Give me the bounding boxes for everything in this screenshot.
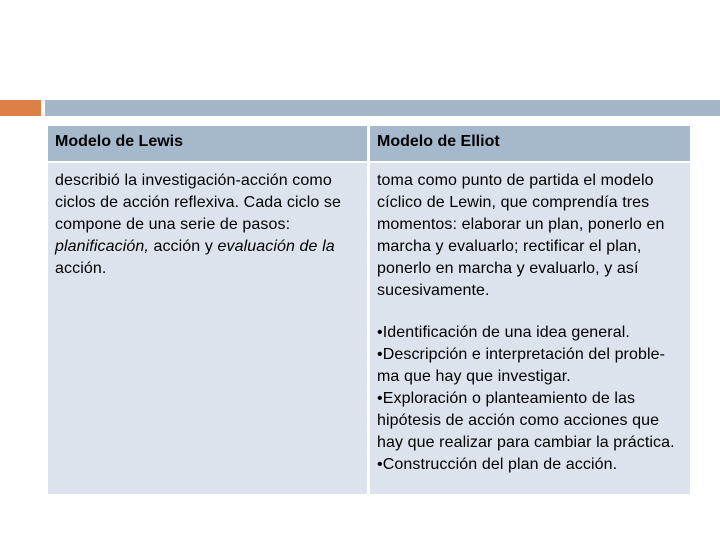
elliot-cell <box>370 161 690 494</box>
lewis-italic-1: planificación, <box>55 238 149 255</box>
elliot-bullet-1: •Identificación de una idea general. <box>377 324 630 341</box>
header-lewis: Modelo de Lewis <box>48 126 370 161</box>
lewis-cell <box>48 161 370 494</box>
elliot-bullet-4: •Construcción del plan de acción. <box>377 456 618 473</box>
elliot-bullet-3: •Exploración o planteamiento de las hipótesis de acción como acciones que hay que realizar para cambiar la práctica. <box>377 390 675 451</box>
comparison-table <box>48 126 690 494</box>
accent-bar <box>0 100 41 116</box>
paragraph-gap <box>377 302 686 322</box>
table-row <box>48 161 690 494</box>
lewis-italic-2: evaluación de la <box>217 238 335 255</box>
lewis-text-2: acción y <box>148 238 218 255</box>
lewis-text-3: acción. <box>55 260 107 277</box>
lewis-text-1: describió la investigación-acción como ciclos de acción reflexiva. Cada ciclo se compone de una serie de pasos: <box>55 172 342 233</box>
title-bar <box>45 100 720 116</box>
header-elliot: Modelo de Elliot <box>370 126 690 161</box>
elliot-paragraph: toma como punto de partida el modelo cíclico de Lewin, que comprendía tres momentos: elaborar un plan, ponerlo en marcha y evaluarlo; rectificar el plan, ponerlo en marcha y evaluarlo, y así sucesivamente. <box>377 172 665 299</box>
table-header-row <box>48 126 690 161</box>
elliot-bullet-2: •Descripción e interpretación del proble-ma que hay que investigar. <box>377 346 666 385</box>
